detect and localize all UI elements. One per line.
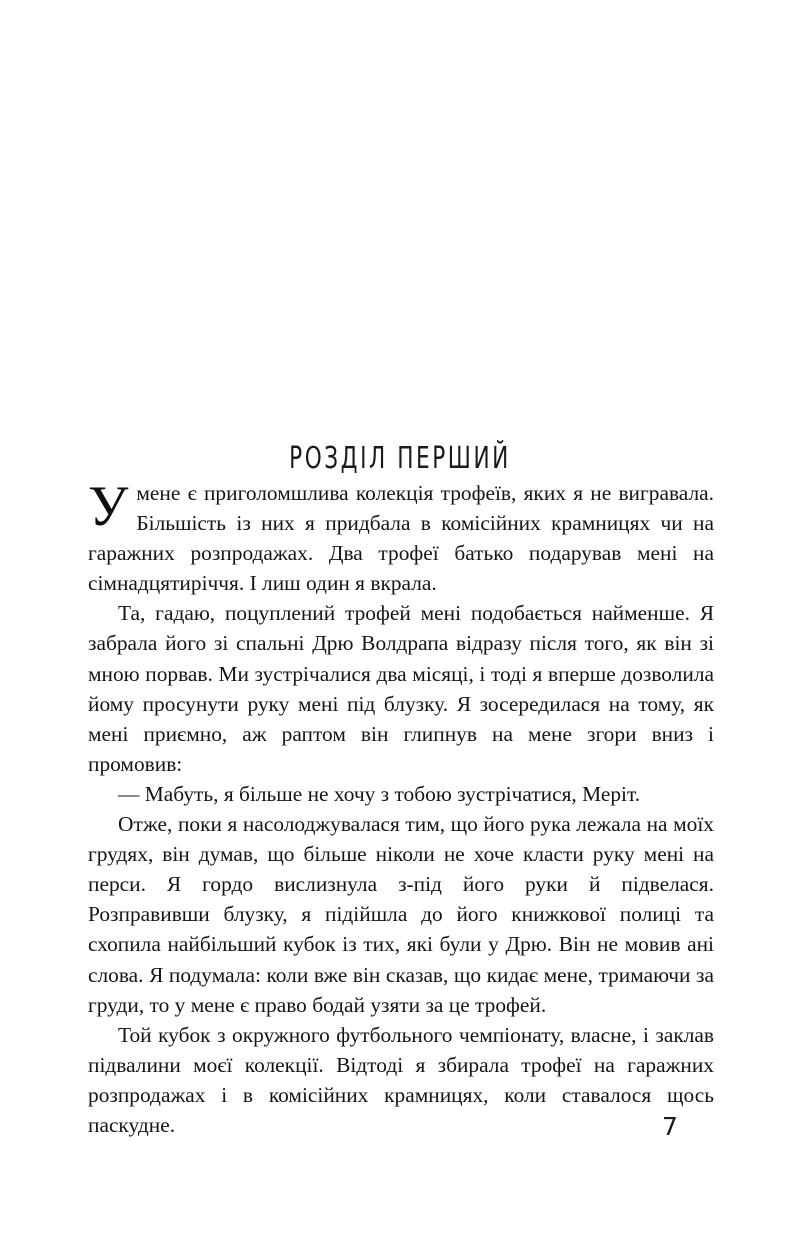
paragraph: Та, гадаю, поцуплений трофей мені подобається найменше. Я забрала його зі спальні Дрю Волдрапа відразу після того, як він зі мною порвав. Ми зустрічалися два місяці, і тоді я вперше дозволила йому просунути руку мені під блузку. Я зосередилася на тому, як мені приємно, аж раптом він глипнув на мене згори вниз і промовив: bbox=[88, 601, 714, 776]
drop-cap: У bbox=[88, 475, 129, 538]
page-number: 7 bbox=[662, 1112, 678, 1141]
paragraph: — Мабуть, я більше не хочу з тобою зустрічатися, Меріт. bbox=[118, 781, 641, 806]
paragraph: Отже, поки я насолоджувалася тим, що його рука лежала на моїх грудях, він думав, що більше ніколи не хоче класти руку мені на перси. Я гордо вислизнула з-під його руки й підвелася. Розправивши блузку, я підійшла до його книжкової полиці та схопила найбільший кубок із тих, які були у Дрю. Він не мовив ані слова. Я подумала: коли вже він сказав, що кидає мене, тримаючи за груди, то у мене є право бодай узяти за це трофей. bbox=[88, 812, 714, 1017]
paragraph bbox=[88, 475, 714, 598]
body-text-block bbox=[88, 475, 714, 1140]
paragraph: Той кубок з окружного футбольного чемпіонату, власне, і заклав підвалини моєї колекції. Відтоді я збирала трофеї на гаражних розпродажах і в комісійних крамницях, коли ставалося щось паскудне. bbox=[88, 1022, 714, 1137]
page-footer bbox=[0, 1114, 800, 1139]
paragraph-text: мене є приголомшлива колекція трофеїв, яких я не вигравала. Більшість із них я придбала в комісійних крамницях чи на гаражних розпродажах. Два трофеї батько подарував мені на сімнадцятиріччя. І лиш один я вкрала. bbox=[88, 481, 714, 596]
chapter-heading: РОЗДІЛ ПЕРШИЙ bbox=[289, 441, 511, 477]
